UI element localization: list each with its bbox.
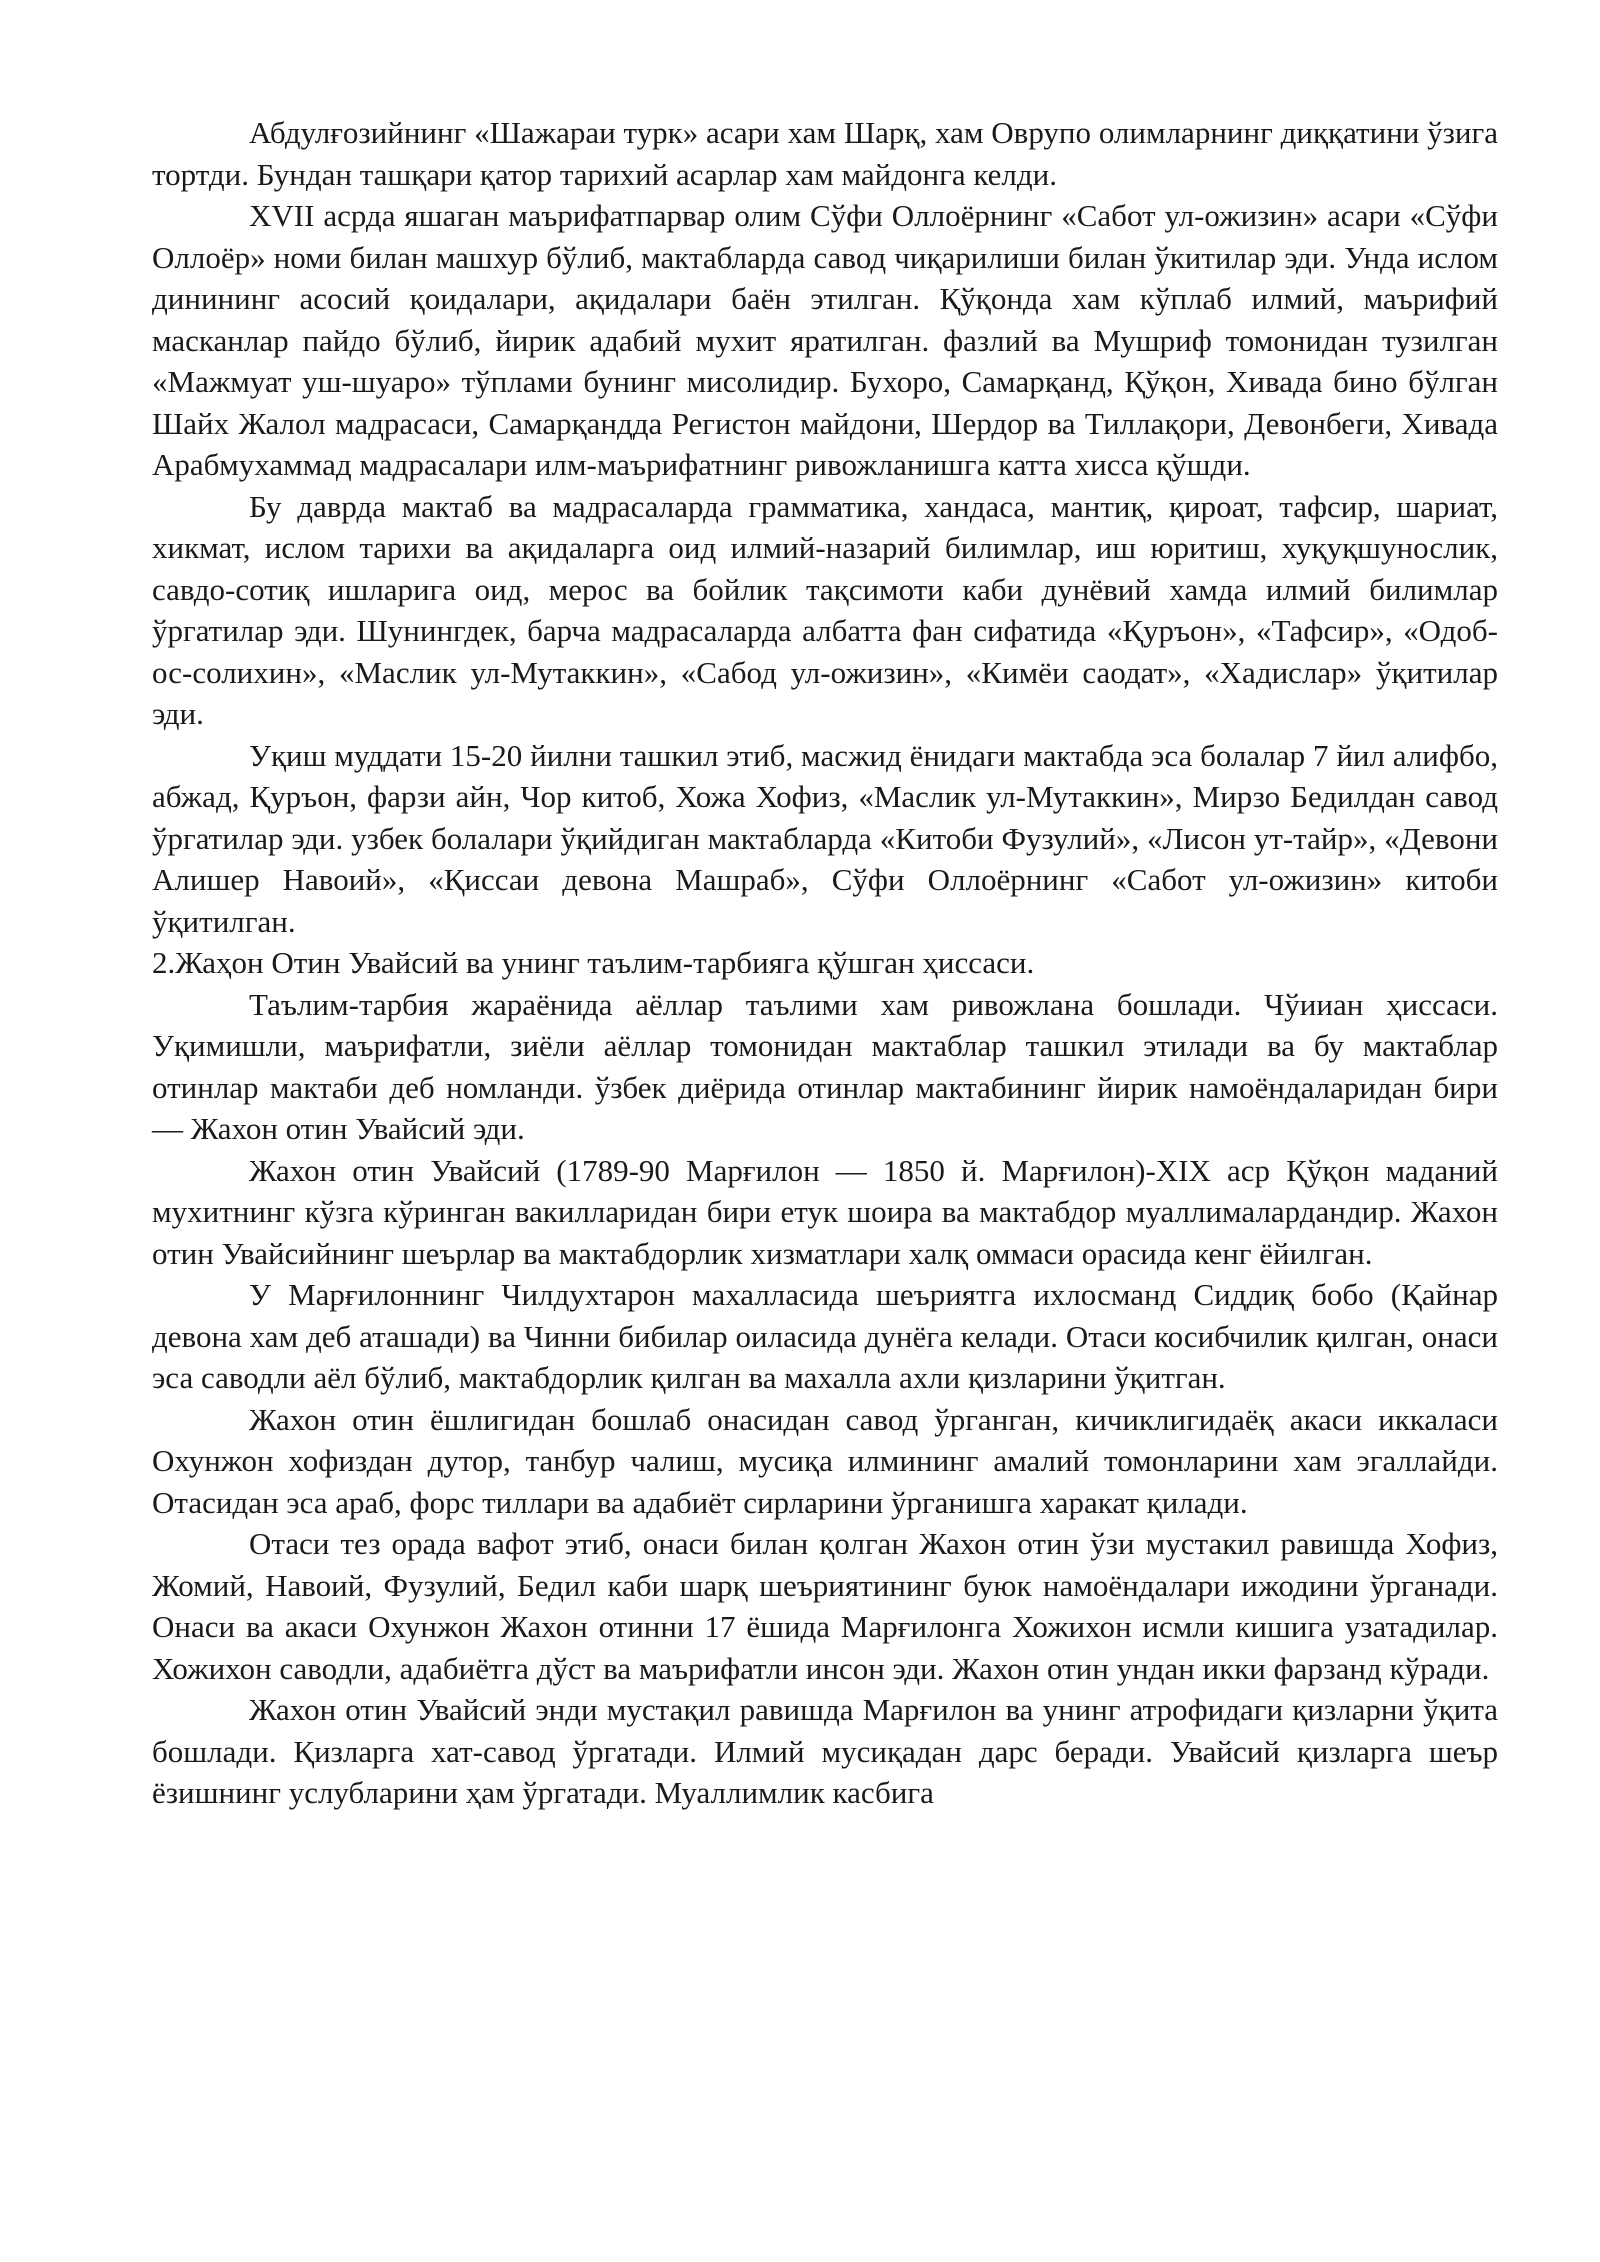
paragraph-3: Бу даврда мактаб ва мадрасаларда грамматика, хандаса, мантиқ, қироат, тафсир, шариат, хикмат, ислом тарихи ва ақидаларга оид илмий-назарий билимлар, иш юритиш, хуқуқшунослик, савдо-сотиқ ишларига оид, мерос ва бойлик тақсимоти каби дунёвий хамда илмий билимлар ўргатилар эди. Шунингдек, барча мадрасаларда албатта фан сифатида «Қуръон», «Тафсир», «Одоб-ос-солихин», «Маслик ул-Мутаккин», «Сабод ул-ожизин», «Кимёи саодат», «Хадислар» ўқитилар эди. [152,488,1498,731]
paragraph-8: У Марғилоннинг Чилдухтарон махалласида шеъриятга ихлосманд Сиддиқ бобо (Қайнар девона хам деб аташади) ва Чинни бибилар оиласида дунёга келади. Отаси косибчилик қилган, онаси эса саводли аёл бўлиб, мактабдорлик қилган ва махалла ахли қизларини ўқитган. [152,1277,1498,1395]
paragraph-9: Жахон отин ёшлигидан бошлаб онасидан савод ўрганган, кичиклигидаёқ акаси иккаласи Охунжон хофиздан дутор, танбур чалиш, мусиқа илмининг амалий томонларини хам эгаллайди. Отасидан эса араб, форс тиллари ва адабиёт сирларини ўрганишга харакат қилади. [152,1401,1498,1520]
paragraph-7: Жахон отин Увайсий (1789-90 Марғилон — 1850 й. Марғилон)-XIX аср Қўқон маданий мухитнинг кўзга кўринган вакилларидан бири етук шоира ва мактабдор муаллималардандир. Жахон отин Увайсийнинг шеърлар ва мактабдорлик хизматлари халқ оммаси орасида кенг ёйилган. [152,1152,1498,1271]
paragraph-10: Отаси тез орада вафот этиб, онаси билан қолган Жахон отин ўзи мустакил равишда Хофиз, Жомий, Навоий, Фузулий, Бедил каби шарқ шеъриятининг буюк намоёндалари ижодини ўрганади. Онаси ва акаси Охунжон Жахон отинни 17 ёшида Марғилонга Хожихон исмли кишига узатадилар. Хожихон саводли, адабиётга дўст ва маърифатли инсон эди. Жахон отин ундан икки фарзанд кўради. [152,1526,1498,1686]
document-page [152,112,1498,1814]
section-heading: 2.Жаҳон Отин Увайсий ва унинг таълим-тарбияга қўшган ҳиссаси. [152,945,1035,980]
paragraph-1: Абдулғозийнинг «Шажараи турк» асари хам Шарқ, хам Оврупо олимларнинг диққатини ўзига тортди. Бундан ташқари қатор тарихий асарлар хам майдонга келди. [152,115,1498,192]
paragraph-6: Таълим-тарбия жараёнида аёллар таълими хам ривожлана бошлади. Чўииан ҳиссаси. Уқимишли, маърифатли, зиёли аёллар томонидан мактаблар ташкил этилади ва бу мактаблар отинлар мактаби деб номланди. ўзбек диёрида отинлар мактабининг йирик намоёндаларидан бири — Жахон отин Увайсий эди. [152,986,1498,1146]
paragraph-11: Жахон отин Увайсий энди мустақил равишда Марғилон ва унинг атрофидаги қизларни ўқита бошлади. Қизларга хат-савод ўргатади. Илмий мусиқадан дарс беради. Увайсий қизларга шеър ёзишнинг услубларини ҳам ўргатади. Муаллимлик касбига [152,1692,1498,1810]
paragraph-4: Уқиш муддати 15-20 йилни ташкил этиб, масжид ёнидаги мактабда эса болалар 7 йил алифбо, абжад, Қуръон, фарзи айн, Чор китоб, Хожа Хофиз, «Маслик ул-Мутаккин», Мирзо Бедилдан савод ўргатилар эди. узбек болалари ўқийдиган мактабларда «Китоби Фузулий», «Лисон ут-тайр», «Девони Алишер Навоий», «Қиссаи девона Машраб», Сўфи Оллоёрнинг «Сабот ул-ожизин» китоби ўқитилган. [152,737,1498,939]
paragraph-2: XVII асрда яшаган маърифатпарвар олим Сўфи Оллоёрнинг «Сабот ул-ожизин» асари «Сўфи Оллоёр» номи билан машхур бўлиб, мактабларда савод чиқарилиши билан ўкитилар эди. Унда ислом динининг асосий қоидалари, ақидалари баён этилган. Қўқонда хам кўплаб илмий, маърифий масканлар пайдо бўлиб, йирик адабий мухит яратилган. фазлий ва Мушриф томонидан тузилган «Мажмуат уш-шуаро» тўплами бунинг мисолидир. Бухоро, Самарқанд, Қўқон, Хивада бино бўлган Шайх Жалол мадрасаси, Самарқандда Регистон майдони, Шердор ва Тиллақори, Девонбеги, Хивада Арабмухаммад мадрасалари илм-маърифатнинг ривожланишга катта хисса қўшди. [152,198,1498,482]
